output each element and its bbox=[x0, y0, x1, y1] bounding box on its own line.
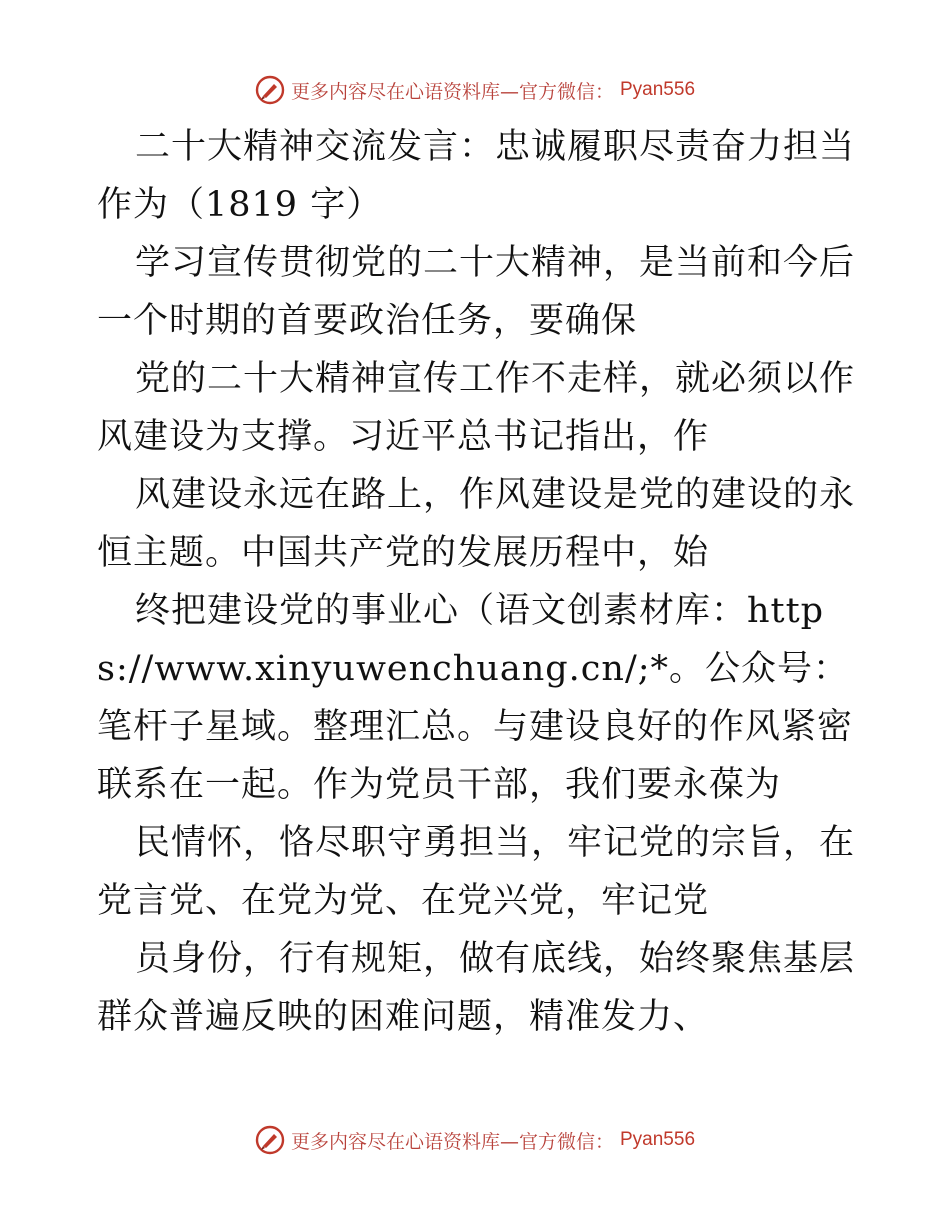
watermark-text: 更多内容尽在心语资料库—官方微信： bbox=[290, 80, 614, 103]
paragraph: 终把建设党的事业心（语文创素材库：https://www.xinyuwenchuang.cn/;*。公众号：笔杆子星域。整理汇总。与建设良好的作风紧密联系在一起。作为党员干部，我们要永葆为 bbox=[97, 591, 854, 805]
watermark-account: Pyan556 bbox=[620, 1129, 696, 1150]
document-body bbox=[97, 118, 857, 1046]
watermark-account: Pyan556 bbox=[620, 79, 696, 100]
pen-seal-icon bbox=[255, 75, 285, 105]
paragraph: 学习宣传贯彻党的二十大精神，是当前和今后一个时期的首要政治任务，要确保 bbox=[97, 243, 856, 341]
header-watermark bbox=[0, 72, 950, 108]
paragraph: 风建设永远在路上，作风建设是党的建设的永恒主题。中国共产党的发展历程中，始 bbox=[97, 475, 856, 573]
paragraph: 党的二十大精神宣传工作不走样，就必须以作风建设为支撑。习近平总书记指出，作 bbox=[97, 359, 856, 457]
paragraph-title: 二十大精神交流发言：忠诚履职尽责奋力担当作为（1819 字） bbox=[97, 127, 856, 225]
pen-seal-icon bbox=[255, 1125, 285, 1155]
paragraph: 民情怀，恪尽职守勇担当，牢记党的宗旨，在党言党、在党为党、在党兴党，牢记党 bbox=[97, 823, 856, 921]
watermark-text: 更多内容尽在心语资料库—官方微信： bbox=[290, 1130, 614, 1153]
footer-watermark bbox=[0, 1122, 950, 1158]
paragraph: 员身份，行有规矩，做有底线，始终聚焦基层群众普遍反映的困难问题，精准发力、 bbox=[97, 939, 856, 1037]
